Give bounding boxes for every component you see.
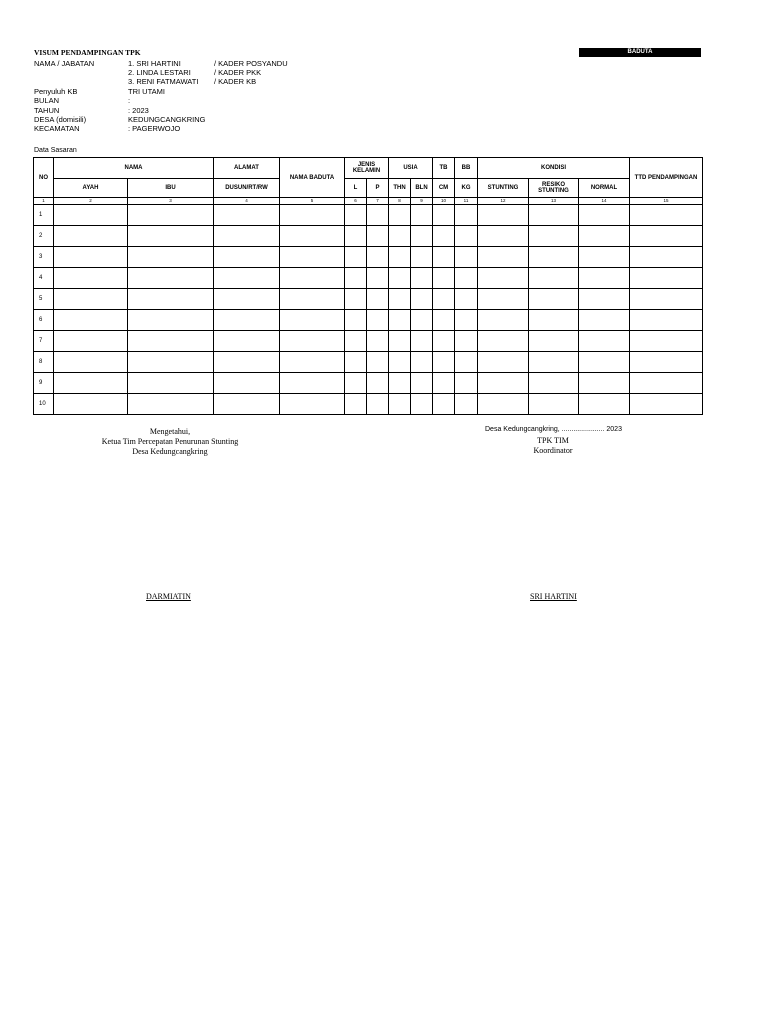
table-cell[interactable]: [345, 331, 367, 352]
table-cell[interactable]: [280, 289, 345, 310]
field-value-tahun: : 2023: [128, 106, 149, 115]
header-tb: TB: [433, 158, 455, 179]
table-cell[interactable]: [54, 226, 128, 247]
table-cell[interactable]: [630, 247, 703, 268]
table-cell[interactable]: [389, 226, 411, 247]
table-cell[interactable]: [455, 205, 478, 226]
column-number-row: [34, 198, 703, 205]
table-cell[interactable]: [433, 331, 455, 352]
table-cell[interactable]: [54, 331, 128, 352]
field-value-bulan: :: [128, 96, 131, 105]
table-cell[interactable]: [579, 268, 630, 289]
table-cell[interactable]: [367, 289, 389, 310]
table-cell[interactable]: [128, 268, 214, 289]
table-cell[interactable]: [345, 247, 367, 268]
table-row: [34, 394, 703, 415]
table-cell[interactable]: [529, 331, 579, 352]
table-row: [34, 373, 703, 394]
table-cell[interactable]: [280, 394, 345, 415]
column-number: 4: [214, 198, 280, 205]
table-cell[interactable]: [455, 310, 478, 331]
table-cell[interactable]: [128, 331, 214, 352]
table-cell[interactable]: [214, 310, 280, 331]
table-cell[interactable]: [128, 373, 214, 394]
table-cell[interactable]: [529, 373, 579, 394]
table-cell[interactable]: [579, 205, 630, 226]
table-cell[interactable]: [579, 310, 630, 331]
table-cell[interactable]: [389, 394, 411, 415]
sig-left-name: DARMIATIN: [146, 592, 191, 601]
table-cell[interactable]: [214, 268, 280, 289]
table-row: [34, 226, 703, 247]
table-cell[interactable]: [529, 205, 579, 226]
table-cell[interactable]: [128, 310, 214, 331]
row-number: 7: [34, 331, 54, 352]
table-row: [34, 205, 703, 226]
table-cell[interactable]: [455, 289, 478, 310]
table-cell[interactable]: [455, 352, 478, 373]
member-role: / KADER POSYANDU: [214, 59, 288, 68]
table-cell[interactable]: [433, 373, 455, 394]
member-name: 3. RENI FATMAWATI: [128, 77, 199, 86]
table-cell[interactable]: [367, 352, 389, 373]
document-title: VISUM PENDAMPINGAN TPK: [34, 48, 141, 57]
field-value-penyuluh: TRI UTAMI: [128, 87, 165, 96]
row-number: 1: [34, 205, 54, 226]
table-cell[interactable]: [54, 310, 128, 331]
table-cell[interactable]: [433, 352, 455, 373]
field-label-tahun: TAHUN: [34, 106, 60, 115]
table-cell[interactable]: [367, 394, 389, 415]
table-cell[interactable]: [433, 226, 455, 247]
table-cell[interactable]: [280, 373, 345, 394]
table-cell[interactable]: [214, 331, 280, 352]
category-badge: BADUTA: [579, 48, 701, 57]
column-number: 2: [54, 198, 128, 205]
field-label-kecamatan: KECAMATAN: [34, 124, 80, 133]
table-cell[interactable]: [455, 268, 478, 289]
column-number: 10: [433, 198, 455, 205]
table-cell[interactable]: [389, 352, 411, 373]
field-value-kecamatan: : PAGERWOJO: [128, 124, 181, 133]
header-jenis-kelamin: JENIS KELAMIN: [345, 158, 389, 179]
header-kg: KG: [455, 179, 478, 198]
table-cell[interactable]: [280, 205, 345, 226]
table-cell[interactable]: [411, 289, 433, 310]
header-bb: BB: [455, 158, 478, 179]
header-stunting: STUNTING: [478, 179, 529, 198]
table-cell[interactable]: [529, 226, 579, 247]
table-cell[interactable]: [433, 394, 455, 415]
table-cell[interactable]: [54, 394, 128, 415]
table-cell[interactable]: [579, 289, 630, 310]
table-cell[interactable]: [54, 352, 128, 373]
member-name: 1. SRI HARTINI: [128, 59, 181, 68]
sig-right-line2: Koordinator: [533, 446, 573, 455]
table-cell[interactable]: [280, 268, 345, 289]
table-cell[interactable]: [630, 226, 703, 247]
table-cell[interactable]: [345, 226, 367, 247]
table-cell[interactable]: [630, 289, 703, 310]
table-cell[interactable]: [54, 205, 128, 226]
table-cell[interactable]: [478, 394, 529, 415]
header-normal: NORMAL: [579, 179, 630, 198]
table-cell[interactable]: [367, 268, 389, 289]
table-cell[interactable]: [630, 373, 703, 394]
table-cell[interactable]: [433, 310, 455, 331]
table-cell[interactable]: [128, 247, 214, 268]
data-sasaran-table: [33, 157, 703, 415]
column-number: 11: [455, 198, 478, 205]
table-cell[interactable]: [214, 205, 280, 226]
table-cell[interactable]: [389, 268, 411, 289]
table-cell[interactable]: [630, 394, 703, 415]
table-cell[interactable]: [389, 247, 411, 268]
table-row: [34, 268, 703, 289]
header-nama: NAMA: [54, 158, 214, 179]
header-nama-baduta: NAMA BADUTA: [280, 158, 345, 198]
table-cell[interactable]: [579, 226, 630, 247]
table-cell[interactable]: [630, 205, 703, 226]
column-number: 6: [345, 198, 367, 205]
table-cell[interactable]: [529, 394, 579, 415]
table-cell[interactable]: [478, 352, 529, 373]
table-cell[interactable]: [455, 247, 478, 268]
table-cell[interactable]: [345, 289, 367, 310]
table-cell[interactable]: [214, 247, 280, 268]
table-cell[interactable]: [367, 205, 389, 226]
table-cell[interactable]: [529, 352, 579, 373]
table-cell[interactable]: [54, 268, 128, 289]
row-number: 9: [34, 373, 54, 394]
table-cell[interactable]: [345, 373, 367, 394]
table-row: [34, 289, 703, 310]
column-number: 3: [128, 198, 214, 205]
header-no: NO: [34, 158, 54, 198]
table-cell[interactable]: [214, 373, 280, 394]
table-cell[interactable]: [345, 310, 367, 331]
table-cell[interactable]: [630, 268, 703, 289]
table-cell[interactable]: [128, 352, 214, 373]
header-ibu: IBU: [128, 179, 214, 198]
header-ayah: AYAH: [54, 179, 128, 198]
row-number: 8: [34, 352, 54, 373]
table-cell[interactable]: [280, 247, 345, 268]
table-cell[interactable]: [345, 394, 367, 415]
member-role: / KADER PKK: [214, 68, 262, 77]
table-cell[interactable]: [280, 226, 345, 247]
table-cell[interactable]: [411, 310, 433, 331]
table-cell[interactable]: [389, 373, 411, 394]
header-l: L: [345, 179, 367, 198]
table-cell[interactable]: [345, 268, 367, 289]
column-number: 12: [478, 198, 529, 205]
table-cell[interactable]: [345, 352, 367, 373]
table-cell[interactable]: [280, 352, 345, 373]
table-cell[interactable]: [214, 226, 280, 247]
table-cell[interactable]: [367, 310, 389, 331]
column-number: 13: [529, 198, 579, 205]
table-cell[interactable]: [280, 331, 345, 352]
header-ttd: TTD PENDAMPINGAN: [630, 158, 703, 198]
column-number: 1: [34, 198, 54, 205]
sig-right-line1: TPK TIM: [537, 436, 569, 445]
table-cell[interactable]: [579, 373, 630, 394]
table-cell[interactable]: [280, 310, 345, 331]
table-cell[interactable]: [411, 331, 433, 352]
table-cell[interactable]: [411, 226, 433, 247]
table-cell[interactable]: [478, 205, 529, 226]
sig-left-line3: Desa Kedungcangkring: [132, 447, 208, 456]
table-cell[interactable]: [367, 247, 389, 268]
table-cell[interactable]: [579, 331, 630, 352]
table-cell[interactable]: [214, 352, 280, 373]
table-cell[interactable]: [411, 352, 433, 373]
member-role: / KADER KB: [214, 77, 257, 86]
table-cell[interactable]: [411, 394, 433, 415]
table-body: [34, 205, 703, 415]
section-label: Data Sasaran: [34, 147, 77, 154]
table-cell[interactable]: [411, 373, 433, 394]
table-cell[interactable]: [389, 205, 411, 226]
table-cell[interactable]: [478, 373, 529, 394]
header-alamat: ALAMAT: [214, 158, 280, 179]
table-cell[interactable]: [455, 394, 478, 415]
table-cell[interactable]: [433, 205, 455, 226]
table-cell[interactable]: [411, 268, 433, 289]
header-kondisi: KONDISI: [478, 158, 630, 179]
table-cell[interactable]: [411, 205, 433, 226]
header-thn: THN: [389, 179, 411, 198]
row-number: 4: [34, 268, 54, 289]
table-cell[interactable]: [128, 205, 214, 226]
table-cell[interactable]: [478, 310, 529, 331]
sig-left-line2: Ketua Tim Percepatan Penurunan Stunting: [101, 437, 239, 446]
column-number: 9: [411, 198, 433, 205]
table-row: [34, 310, 703, 331]
row-number: 5: [34, 289, 54, 310]
table-cell[interactable]: [345, 205, 367, 226]
table-cell[interactable]: [433, 247, 455, 268]
table-cell[interactable]: [128, 289, 214, 310]
table-cell[interactable]: [630, 331, 703, 352]
table-cell[interactable]: [367, 226, 389, 247]
table-cell[interactable]: [579, 247, 630, 268]
table-cell[interactable]: [478, 247, 529, 268]
table-cell[interactable]: [389, 289, 411, 310]
field-value-desa: KEDUNGCANGKRING: [128, 115, 206, 124]
column-number: 15: [630, 198, 703, 205]
column-number: 5: [280, 198, 345, 205]
row-number: 6: [34, 310, 54, 331]
table-cell[interactable]: [529, 247, 579, 268]
table-cell[interactable]: [367, 331, 389, 352]
table-cell[interactable]: [579, 394, 630, 415]
table-cell[interactable]: [433, 268, 455, 289]
table-cell[interactable]: [367, 373, 389, 394]
sig-right-name: SRI HARTINI: [530, 592, 577, 601]
table-row: [34, 352, 703, 373]
column-number: 14: [579, 198, 630, 205]
table-cell[interactable]: [455, 226, 478, 247]
table-cell[interactable]: [478, 331, 529, 352]
table-cell[interactable]: [214, 289, 280, 310]
field-label-desa: DESA (domisili): [34, 115, 87, 124]
table-cell[interactable]: [630, 352, 703, 373]
field-label-bulan: BULAN: [34, 96, 60, 105]
table-cell[interactable]: [529, 268, 579, 289]
table-cell[interactable]: [478, 289, 529, 310]
table-cell[interactable]: [455, 373, 478, 394]
table-cell[interactable]: [529, 310, 579, 331]
table-cell[interactable]: [433, 289, 455, 310]
sig-left-line1: Mengetahui,: [149, 427, 191, 436]
header-p: P: [367, 179, 389, 198]
table-cell[interactable]: [579, 352, 630, 373]
header-resiko: RESIKO STUNTING: [529, 179, 579, 198]
header-bln: BLN: [411, 179, 433, 198]
table-cell[interactable]: [54, 373, 128, 394]
table-cell[interactable]: [389, 310, 411, 331]
row-number: 10: [34, 394, 54, 415]
table-cell[interactable]: [214, 394, 280, 415]
table-cell[interactable]: [54, 247, 128, 268]
nama-jabatan-label: NAMA / JABATAN: [34, 59, 95, 68]
table-cell[interactable]: [389, 331, 411, 352]
sig-right-date: Desa Kedungcangkring, ...................... 2023: [485, 426, 622, 433]
header-usia: USIA: [389, 158, 433, 179]
member-name: 2. LINDA LESTARI: [128, 68, 191, 77]
field-label-penyuluh: Penyuluh KB: [34, 87, 78, 96]
table-cell[interactable]: [478, 226, 529, 247]
table-cell[interactable]: [478, 268, 529, 289]
table-cell[interactable]: [529, 289, 579, 310]
table-cell[interactable]: [128, 226, 214, 247]
header-cm: CM: [433, 179, 455, 198]
table-cell[interactable]: [411, 247, 433, 268]
table-cell[interactable]: [128, 394, 214, 415]
table-row: [34, 331, 703, 352]
column-number: 8: [389, 198, 411, 205]
table-cell[interactable]: [54, 289, 128, 310]
table-cell[interactable]: [630, 310, 703, 331]
row-number: 2: [34, 226, 54, 247]
header-dusun: DUSUN/RT/RW: [214, 179, 280, 198]
row-number: 3: [34, 247, 54, 268]
table-row: [34, 247, 703, 268]
table-cell[interactable]: [455, 331, 478, 352]
column-number: 7: [367, 198, 389, 205]
